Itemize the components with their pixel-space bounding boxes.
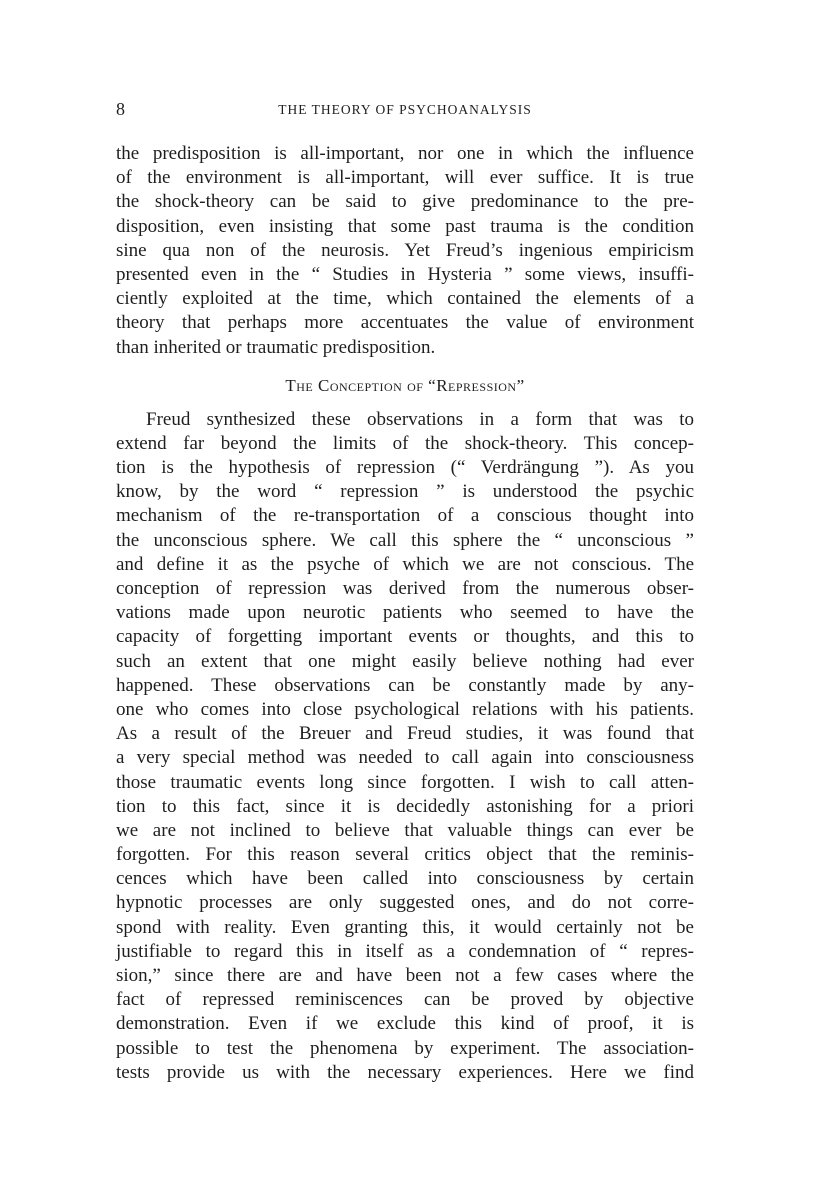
text-line: extend far beyond the limits of the shock-theory. This concep- — [116, 432, 694, 454]
text-line: tests provide us with the necessary experiences. Here we find — [116, 1061, 694, 1083]
text-line: theory that perhaps more accentuates the value of environment — [116, 312, 694, 334]
paragraph-1 — [116, 142, 694, 360]
text-line: spond with reality. Even granting this, it would certainly not be — [116, 916, 694, 938]
text-line: we are not inclined to believe that valuable things can ever be — [116, 819, 694, 841]
text-line: the predisposition is all-important, nor one in which the influence — [116, 143, 694, 164]
text-line: fact of repressed reminiscences can be proved by objective — [116, 989, 694, 1011]
text-line: demonstration. Even if we exclude this kind of proof, it is — [116, 1013, 694, 1035]
text-line: a very special method was needed to call again into consciousness — [116, 747, 694, 769]
text-line: happened. These observations can be constantly made by any- — [116, 674, 694, 696]
text-line: tion is the hypothesis of repression (“ Verdrängung ”). As you — [116, 457, 694, 479]
text-line: the shock-theory can be said to give predominance to the pre- — [116, 191, 694, 213]
text-line: As a result of the Breuer and Freud studies, it was found that — [116, 723, 694, 745]
text-line: justifiable to regard this in itself as a condemnation of “ repres- — [116, 940, 694, 962]
text-line: of the environment is all-important, will ever suffice. It is true — [116, 167, 694, 189]
running-head — [116, 96, 694, 122]
text-line: know, by the word “ repression ” is understood the psychic — [116, 481, 694, 503]
text-line: than inherited or traumatic predisposition. — [116, 336, 436, 358]
paragraph-2 — [116, 408, 694, 1085]
text-line: presented even in the “ Studies in Hysteria ” some views, insuffi- — [116, 263, 694, 285]
text-line: Freud synthesized these observations in a form that was to — [146, 408, 694, 430]
text-line: such an extent that one might easily believe nothing had ever — [116, 650, 694, 672]
text-line: one who comes into close psychological relations with his patients. — [116, 698, 694, 720]
text-line: and define it as the psyche of which we are not conscious. The — [116, 553, 694, 575]
text-line: vations made upon neurotic patients who seemed to have the — [116, 602, 694, 624]
running-title: THE THEORY OF PSYCHOANALYSIS — [278, 102, 532, 117]
text-line: forgotten. For this reason several critics object that the reminis- — [116, 844, 694, 866]
text-line: the unconscious sphere. We call this sphere the “ unconscious ” — [116, 529, 694, 551]
text-line: sine qua non of the neurosis. Yet Freud’s ingenious empiricism — [116, 239, 694, 261]
text-line: capacity of forgetting important events or thoughts, and this to — [116, 626, 694, 648]
text-line: ciently exploited at the time, which contained the elements of a — [116, 288, 694, 310]
text-line: possible to test the phenomena by experiment. The association- — [116, 1037, 694, 1059]
text-line: disposition, even insisting that some past trauma is the condition — [116, 215, 694, 237]
text-line: mechanism of the re-transportation of a conscious thought into — [116, 505, 694, 527]
text-line: sion,” since there are and have been not a few cases where the — [116, 965, 694, 986]
section-heading: The Conception of “Repression” — [285, 375, 525, 395]
text-line: tion to this fact, since it is decidedly astonishing for a priori — [116, 795, 694, 817]
text-line: conception of repression was derived from the numerous obser- — [116, 578, 694, 599]
text-line: those traumatic events long since forgotten. I wish to call atten- — [116, 771, 694, 793]
book-page — [116, 96, 694, 1085]
text-line: cences which have been called into consciousness by certain — [116, 868, 694, 890]
page-number: 8 — [116, 99, 125, 119]
text-line: hypnotic processes are only suggested ones, and do not corre- — [116, 892, 694, 914]
